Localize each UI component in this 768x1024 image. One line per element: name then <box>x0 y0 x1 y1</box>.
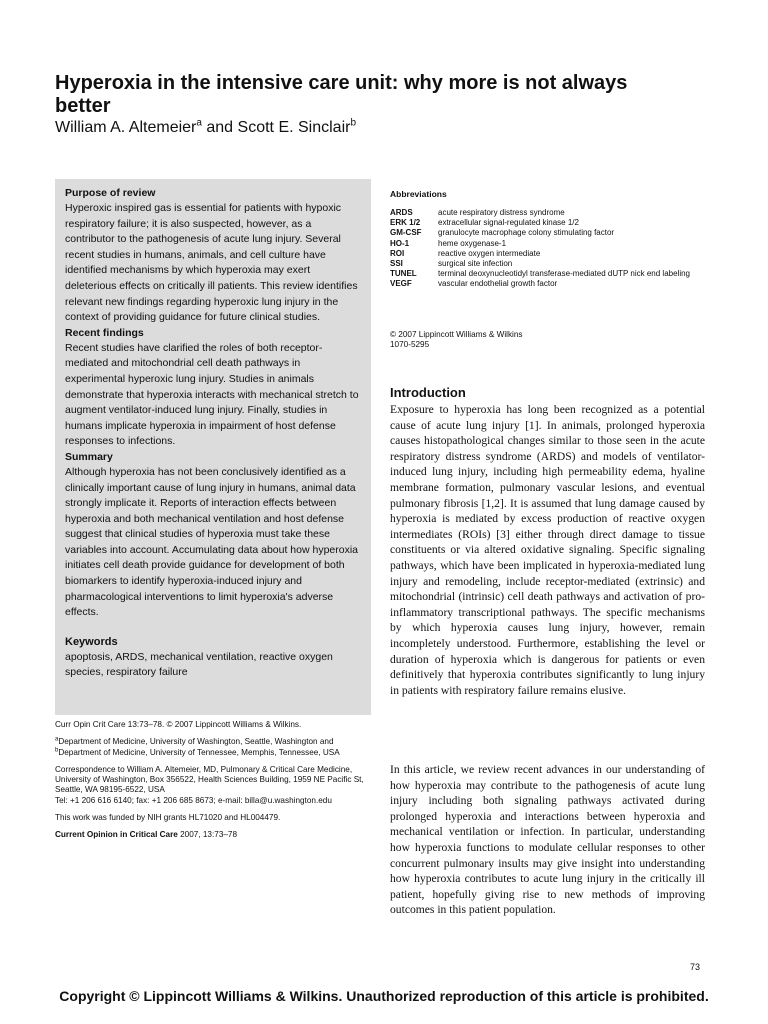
abbreviation-definition: acute respiratory distress syndrome <box>438 208 565 217</box>
abbreviation-definition: terminal deoxynucleotidyl transferase-mediated dUTP nick end labeling <box>438 269 690 279</box>
findings-text: Recent studies have clarified the roles of both receptor-mediated and mitochondrial cell death pathways in experimental hyperoxic lung injury. Studies in animals demonstrate that hyperoxia interacts with mechanical stretch to augment ventilator-induced lung injury. Finally, studies in humans implicate hyperoxia in impairment of host defense responses to infections. <box>65 341 359 448</box>
affiliation-marker-b: b <box>350 117 357 129</box>
abbreviation-term: TUNEL <box>390 269 417 279</box>
introduction-paragraph-1: Exposure to hyperoxia has long been recognized as a potential cause of acute lung injury [1]. In animals, prolonged hyperoxia causes histopathological changes similar to those seen in the acute respiratory distress syndrome (ARDS) and models of ventilator-induced lung injury, including high permeability edema, hyaline membrane formation, pulmonary vascular lesions, and eventual pulmonary fibrosis [1,2]. It is assumed that lung damage caused by hyperoxia is mediated by excess production of reactive oxygen intermediates (ROIs) [3] either through direct damage to tissue constituents or via altered oxidative signaling. Specific signaling pathways, which have been implicated in hyperoxia-mediated lung injury and remodeling, include receptor-mediated (extrinsic) and mitochondrial (intrinsic) cell death pathways and activation of pro-inflammatory transcriptional pathways. The specific mechanisms by which hyperoxia causes lung injury, however, remain incompletely understood. Furthermore, establishing the level or duration of hyperoxia which is dangerous for patients or even definitively that hyperoxia contributes significantly to lung injury in patients with respiratory failure remains elusive. <box>390 403 705 697</box>
abbreviation-term: ARDS <box>390 208 413 217</box>
purpose-text: Hyperoxic inspired gas is essential for patients with hypoxic respiratory failure; it is also suspected, however, as a contributor to the pathogenesis of acute lung injury. Several recent studies in humans, animals, and cell culture have identified mechanisms by which hyperoxia may exert deleterious effects on critically ill patients. This review identifies relevant new findings regarding hyperoxic lung injury in the context of providing guidance for future clinical studies. <box>65 202 358 324</box>
abbreviation-definition: surgical site infection <box>438 259 513 269</box>
copyright-line: © 2007 Lippincott Williams & Wilkins <box>390 330 523 339</box>
abbreviation-term: ROI <box>390 248 405 258</box>
author-sinclair: Scott E. Sinclair <box>237 119 351 136</box>
keywords-heading: Keywords <box>65 635 118 648</box>
abbreviation-term: SSI <box>390 259 403 269</box>
abbreviation-term: VEGF <box>390 279 412 289</box>
citation-line: Curr Opin Crit Care 13:73–78. © 2007 Lippincott Williams & Wilkins. <box>55 720 302 729</box>
correspondence <box>55 765 371 806</box>
issn-line: 1070-5295 <box>390 340 430 350</box>
correspondence-address: Correspondence to William A. Altemeier, MD, Pulmonary & Critical Care Medicine, University of Washington, Box 356522, Health Sciences Building, 1959 NE Pacific St, Seattle, WA 98195-6522, USA <box>55 764 364 795</box>
affiliation-a: Department of Medicine, University of Washington, Seattle, Washington and <box>58 737 334 747</box>
abbreviation-row <box>390 259 710 269</box>
copyright-issn <box>390 330 523 351</box>
abbreviation-term: GM-CSF <box>390 228 422 238</box>
journal-volume: 2007, 13:73–78 <box>177 830 238 840</box>
copyright-footer: Copyright © Lippincott Williams & Wilkins. Unauthorized reproduction of this article is prohibited. <box>59 988 709 1004</box>
contact-line: Tel: +1 206 616 6140; fax: +1 206 685 8673; e-mail: billa@u.washington.edu <box>55 795 332 805</box>
abbreviation-definition: heme oxygenase-1 <box>438 238 507 248</box>
affiliation-marker-a: a <box>196 117 202 129</box>
keywords-text: apoptosis, ARDS, mechanical ventilation, reactive oxygen species, respiratory failure <box>65 650 333 679</box>
abbreviation-definition: extracellular signal-regulated kinase 1/2 <box>438 218 579 228</box>
author-altemeier: William A. Altemeier <box>55 119 197 136</box>
abbreviations-list <box>390 188 710 290</box>
abbreviation-term: ERK 1/2 <box>390 218 421 228</box>
abbreviation-row <box>390 218 710 228</box>
journal-reference <box>55 830 371 840</box>
abbreviations-heading: Abbreviations <box>390 189 447 199</box>
abbreviation-row <box>390 279 710 289</box>
article-title: Hyperoxia in the intensive care unit: why more is not always better <box>55 72 628 117</box>
affiliation-b: Department of Medicine, University of Tennessee, Memphis, Tennessee, USA <box>58 747 340 757</box>
affiliation-sup-b: b <box>55 746 59 753</box>
abstract-box <box>55 179 371 715</box>
abbreviation-row <box>390 208 710 218</box>
author-list <box>55 118 356 138</box>
abbreviation-definition: granulocyte macrophage colony stimulating factor <box>438 228 615 238</box>
author-separator: and <box>201 119 238 136</box>
findings-heading: Recent findings <box>65 326 144 339</box>
page-number: 73 <box>690 962 701 972</box>
article-metadata <box>55 720 371 848</box>
introduction-heading: Introduction <box>390 385 466 400</box>
funding-note: This work was funded by NIH grants HL71020 and HL004479. <box>55 813 281 823</box>
abbreviation-definition: reactive oxygen intermediate <box>438 248 541 258</box>
abbreviation-row <box>390 269 710 279</box>
affiliation-sup-a: a <box>55 736 59 743</box>
abbreviation-row <box>390 239 710 249</box>
abbreviation-term: HO-1 <box>390 238 410 248</box>
abbreviation-row <box>390 228 710 238</box>
introduction-paragraph-2: In this article, we review recent advances in our understanding of how hyperoxia may contribute to the pathogenesis of acute lung injury including both signaling pathways activated during prolonged hyperoxia and interactions between hyperoxia and mechanical ventilation or infection. In particular, understanding how hyperoxia functions to modulate cellular responses to other concurrent pulmonary insults may give insight into understanding how hyperoxia contributes to acute lung injury in the critically ill patient, hopefully giving rise to new methods of improving outcomes in this patient population. <box>390 763 705 917</box>
abbreviation-definition: vascular endothelial growth factor <box>438 279 558 289</box>
purpose-heading: Purpose of review <box>65 187 156 199</box>
summary-text: Although hyperoxia has not been conclusively identified as a clinically important cause of lung injury in humans, animal data strongly implicate it. Reports of interaction effects between hyperoxia and both mechanical ventilation and host defense suggest that clinical studies of hyperoxia must take these variables into account. Accumulating data about how hyperoxia initiates cell death provide guidance for development of both biomarkers to identify hyperoxia-induced injury and pharmacological interventions to limit hyperoxia's adverse effects. <box>65 465 359 619</box>
journal-name: Current Opinion in Critical Care <box>55 830 178 840</box>
abbreviation-row <box>390 249 710 259</box>
affiliations <box>55 737 371 758</box>
summary-heading: Summary <box>65 450 113 463</box>
